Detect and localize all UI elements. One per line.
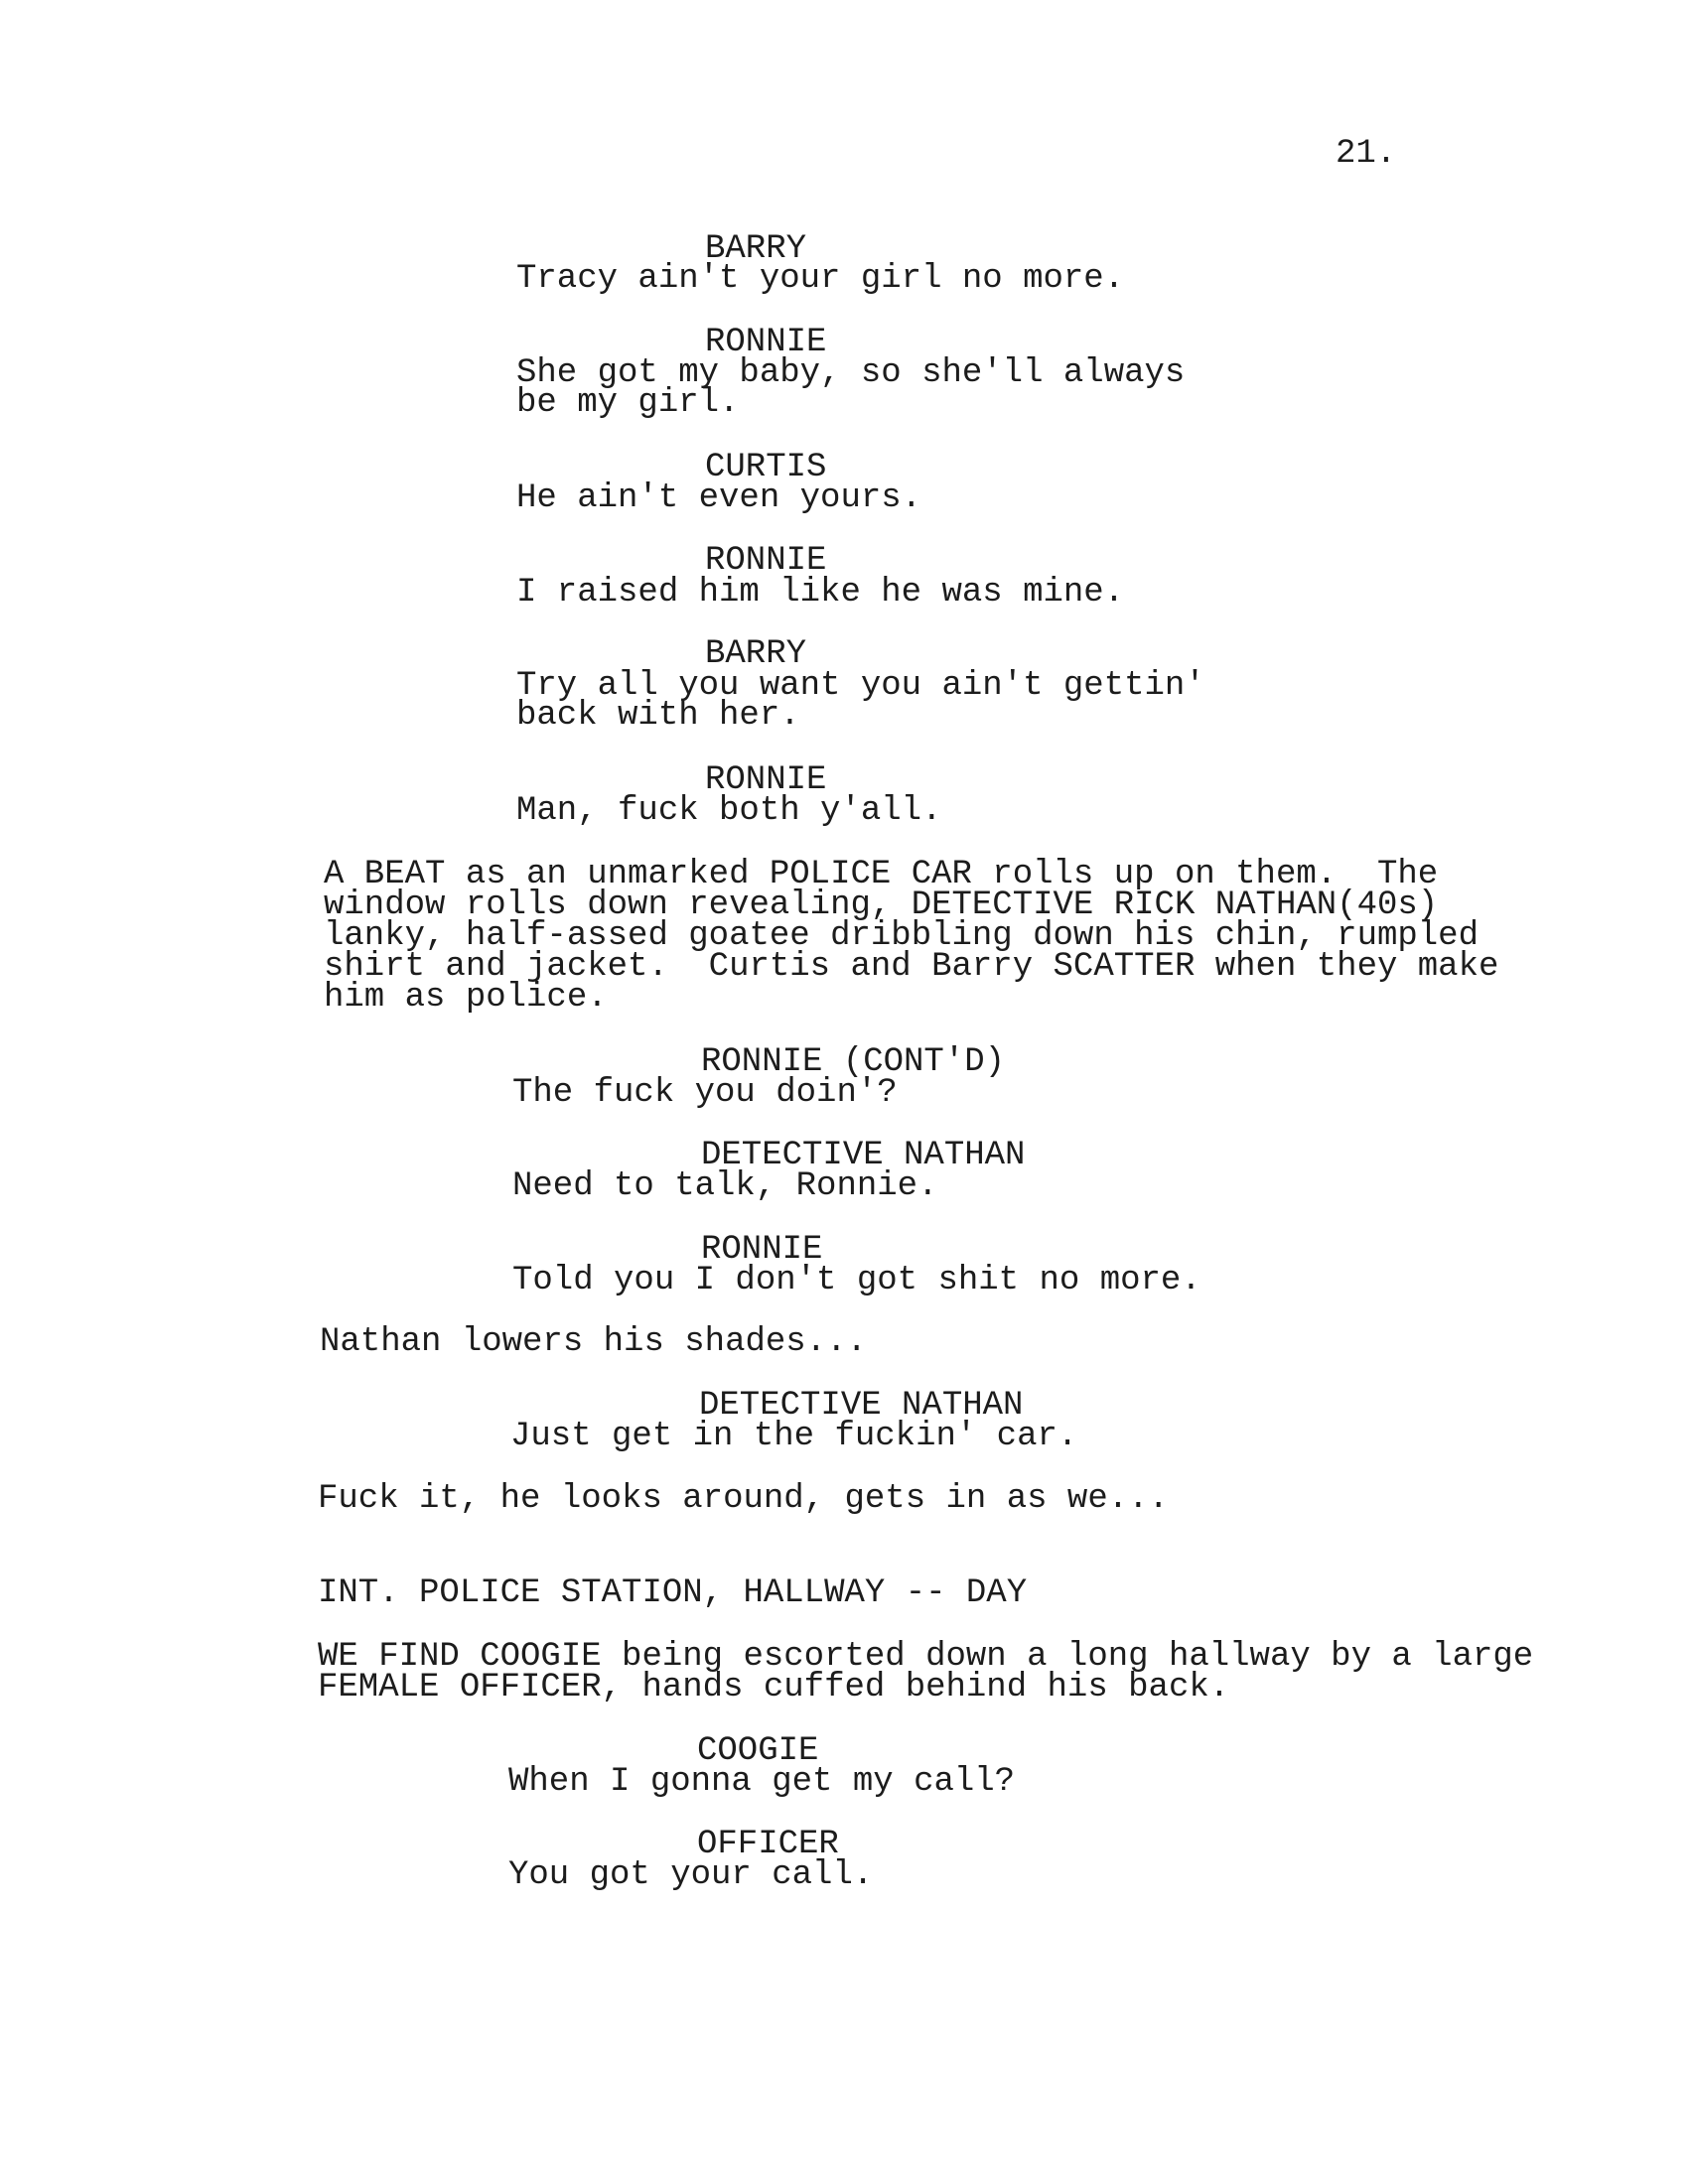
action-line: lanky, half-assed goatee dribbling down his chin, rumpled	[324, 917, 1479, 955]
character-name: BARRY	[705, 635, 807, 673]
action-line: WE FIND COOGIE being escorted down a long hallway by a large	[318, 1638, 1534, 1676]
action-line: him as police.	[324, 979, 608, 1017]
character-name: RONNIE	[701, 1231, 823, 1269]
action-line: window rolls down revealing, DETECTIVE RICK NATHAN(40s)	[324, 887, 1439, 924]
dialogue-line: He ain't even yours.	[516, 479, 922, 517]
dialogue-line: Told you I don't got shit no more.	[512, 1262, 1201, 1299]
scene-heading: INT. POLICE STATION, HALLWAY -- DAY	[318, 1574, 1028, 1612]
action-line: Nathan lowers his shades...	[320, 1323, 867, 1361]
dialogue-line: back with her.	[516, 697, 800, 735]
action-line: FEMALE OFFICER, hands cuffed behind his back.	[318, 1669, 1230, 1706]
character-name: BARRY	[705, 230, 807, 268]
character-name: RONNIE	[705, 324, 827, 361]
character-name: CURTIS	[705, 449, 827, 486]
dialogue-line: When I gonna get my call?	[508, 1763, 1016, 1801]
action-line: shirt and jacket. Curtis and Barry SCATTER when they make	[324, 948, 1499, 986]
character-name: RONNIE	[705, 542, 827, 580]
dialogue-line: Tracy ain't your girl no more.	[516, 260, 1125, 298]
character-name: RONNIE	[705, 761, 827, 799]
character-name: OFFICER	[697, 1826, 839, 1863]
action-line: A BEAT as an unmarked POLICE CAR rolls up on them. The	[324, 856, 1439, 893]
character-name: DETECTIVE NATHAN	[699, 1387, 1024, 1425]
dialogue-line: The fuck you doin'?	[512, 1074, 898, 1112]
dialogue-line: She got my baby, so she'll always	[516, 354, 1186, 392]
page-number: 21.	[1336, 135, 1397, 173]
dialogue-line: You got your call.	[508, 1856, 874, 1894]
dialogue-line: Need to talk, Ronnie.	[512, 1167, 938, 1205]
character-name: DETECTIVE NATHAN	[701, 1137, 1026, 1174]
dialogue-line: be my girl.	[516, 384, 740, 422]
dialogue-line: Man, fuck both y'all.	[516, 792, 942, 830]
character-name: COOGIE	[697, 1732, 819, 1770]
action-line: Fuck it, he looks around, gets in as we...	[318, 1480, 1169, 1518]
dialogue-line: Try all you want you ain't gettin'	[516, 667, 1205, 705]
character-name: RONNIE (CONT'D)	[701, 1043, 1006, 1081]
dialogue-line: I raised him like he was mine.	[516, 574, 1125, 612]
dialogue-line: Just get in the fuckin' car.	[510, 1418, 1078, 1455]
